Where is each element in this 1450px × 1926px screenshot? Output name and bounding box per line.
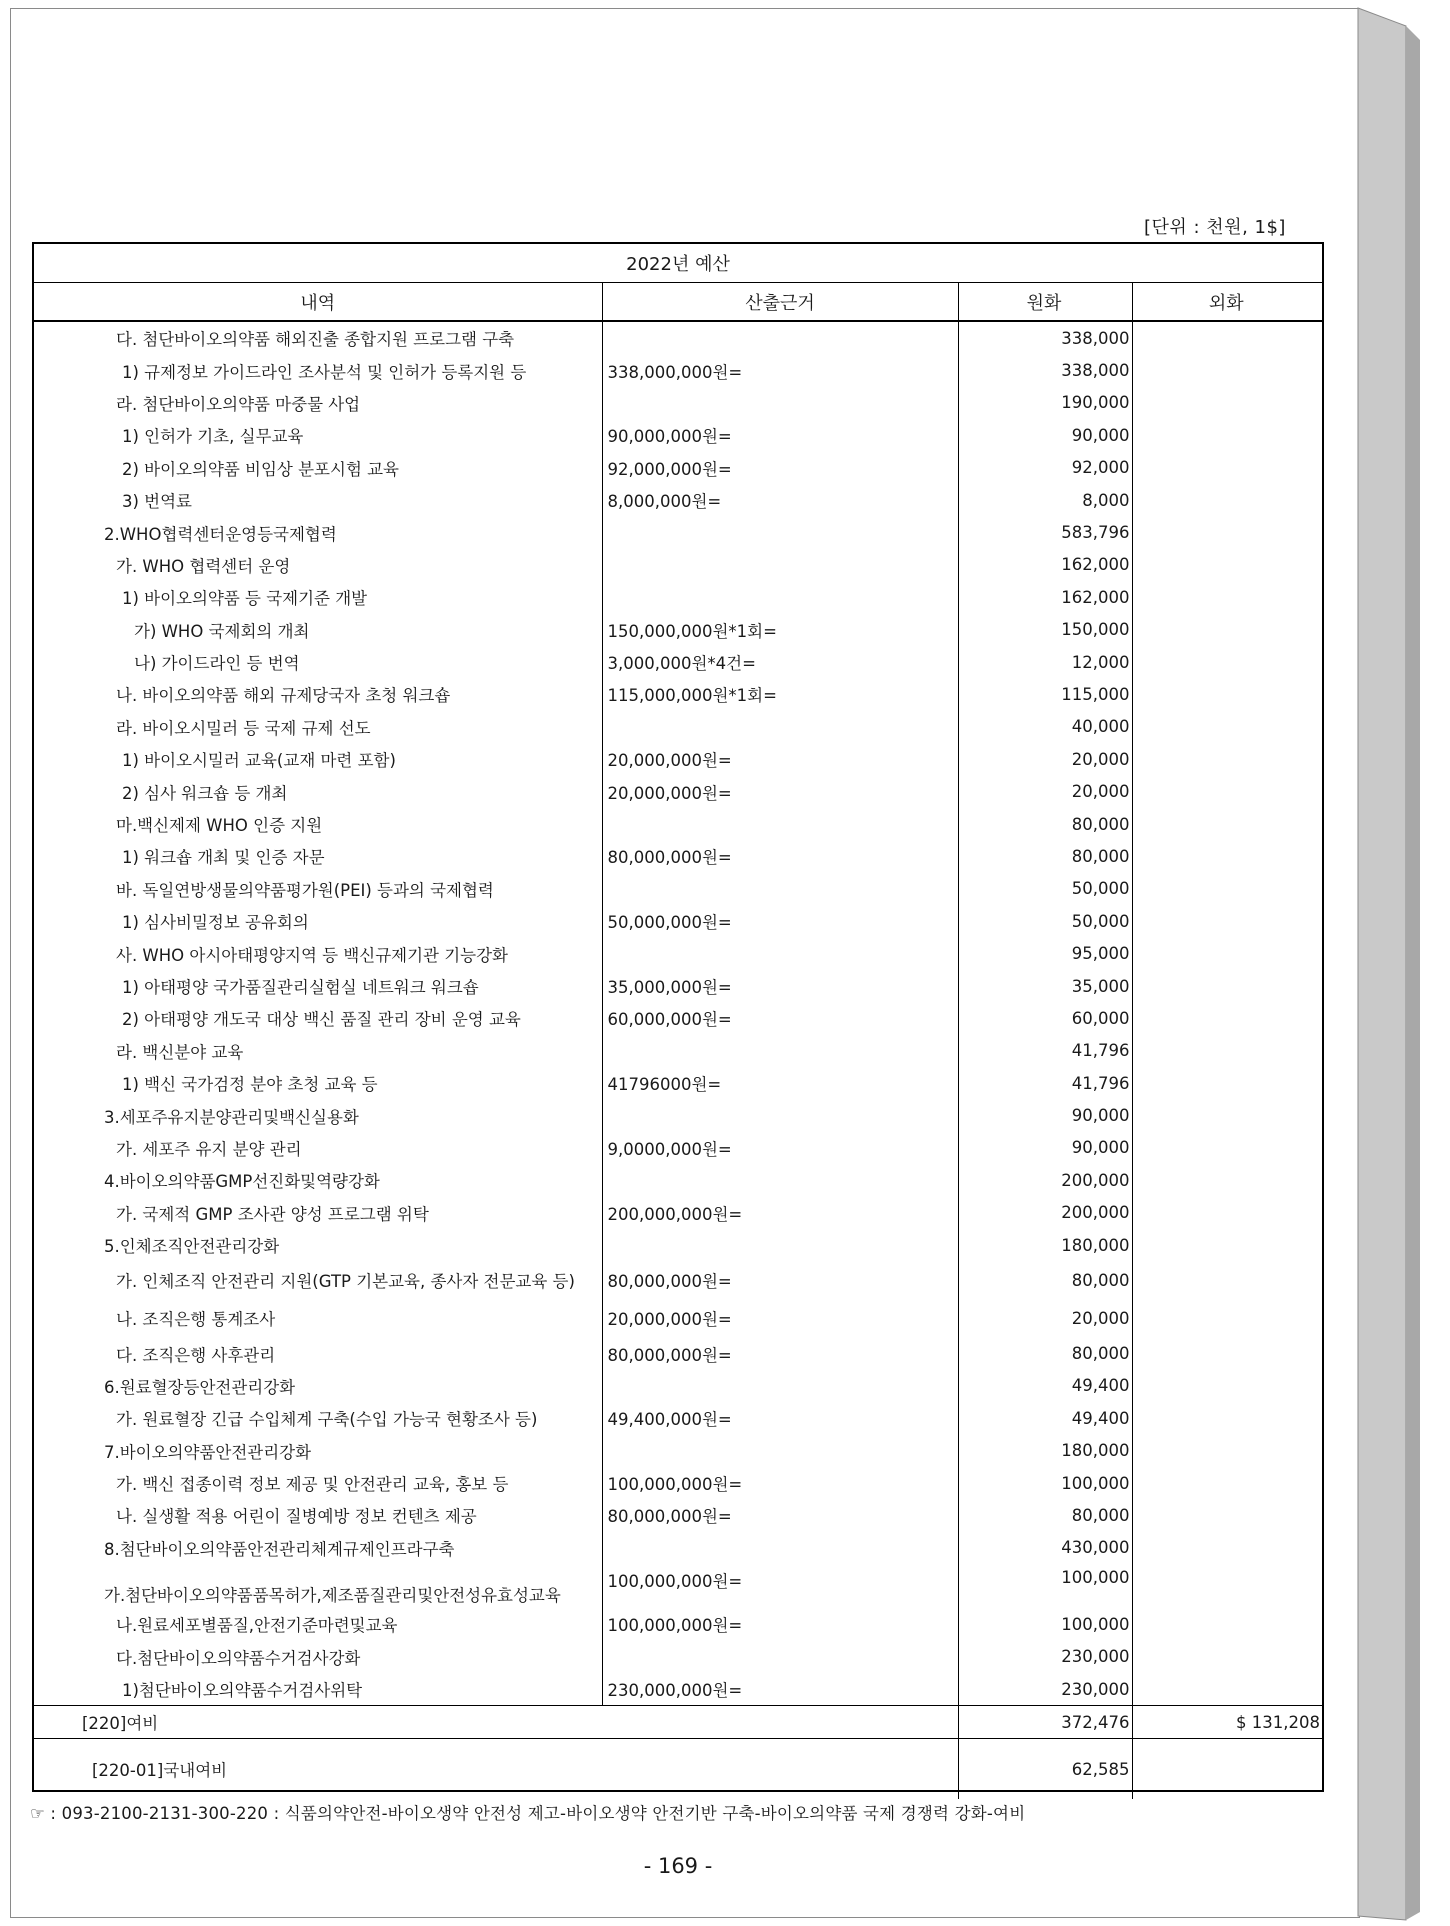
row-item: 4.바이오의약품GMP선진화및역량강화 bbox=[34, 1164, 602, 1196]
row-krw: 190,000 bbox=[958, 387, 1132, 419]
row-item: 1) 아태평양 국가품질관리실험실 네트워크 워크숍 bbox=[34, 970, 602, 1002]
table-row bbox=[34, 387, 1322, 419]
row-krw: 150,000 bbox=[958, 614, 1132, 646]
row-krw: 49,400 bbox=[958, 1370, 1132, 1402]
table-row bbox=[34, 1673, 1322, 1706]
table-row bbox=[34, 1197, 1322, 1229]
table-row bbox=[34, 1402, 1322, 1434]
row-item: 다. 조직은행 사후관리 bbox=[34, 1337, 602, 1369]
row-item: 나. 조직은행 통계조사 bbox=[34, 1299, 602, 1337]
row-item: 7.바이오의약품안전관리강화 bbox=[34, 1435, 602, 1467]
summary-foreign bbox=[1132, 1739, 1322, 1800]
row-basis bbox=[602, 581, 958, 613]
table-row bbox=[34, 840, 1322, 872]
row-foreign bbox=[1132, 711, 1322, 743]
row-krw: 49,400 bbox=[958, 1402, 1132, 1434]
row-krw: 80,000 bbox=[958, 840, 1132, 872]
row-foreign bbox=[1132, 484, 1322, 516]
row-item: 가) WHO 국제회의 개최 bbox=[34, 614, 602, 646]
summary-row bbox=[34, 1739, 1322, 1800]
row-basis: 9,0000,000원= bbox=[602, 1132, 958, 1164]
table-row bbox=[34, 1370, 1322, 1402]
col-header-krw: 원화 bbox=[958, 283, 1132, 322]
row-item: 가. 원료혈장 긴급 수입체계 구축(수입 가능국 현황조사 등) bbox=[34, 1402, 602, 1434]
table-row bbox=[34, 1299, 1322, 1337]
row-basis bbox=[602, 549, 958, 581]
unit-label: [단위 : 천원, 1$] bbox=[1144, 217, 1286, 238]
row-basis: 80,000,000원= bbox=[602, 1261, 958, 1299]
row-basis bbox=[602, 1099, 958, 1131]
row-basis: 8,000,000원= bbox=[602, 484, 958, 516]
table-row bbox=[34, 873, 1322, 905]
row-item: 1)첨단바이오의약품수거검사위탁 bbox=[34, 1673, 602, 1706]
table-row bbox=[34, 1608, 1322, 1640]
col-header-item: 내역 bbox=[34, 283, 602, 322]
table-row bbox=[34, 678, 1322, 710]
row-foreign bbox=[1132, 1370, 1322, 1402]
row-krw: 80,000 bbox=[958, 1337, 1132, 1369]
table-row bbox=[34, 1261, 1322, 1299]
row-item: 1) 워크숍 개최 및 인증 자문 bbox=[34, 840, 602, 872]
row-basis: 49,400,000원= bbox=[602, 1402, 958, 1434]
row-item: 6.원료혈장등안전관리강화 bbox=[34, 1370, 602, 1402]
table-row bbox=[34, 1132, 1322, 1164]
row-basis: 80,000,000원= bbox=[602, 840, 958, 872]
row-item: 다. 첨단바이오의약품 해외진출 종합지원 프로그램 구축 bbox=[34, 321, 602, 354]
row-item: 나. 바이오의약품 해외 규제당국자 초청 워크숍 bbox=[34, 678, 602, 710]
table-row bbox=[34, 1532, 1322, 1564]
row-basis bbox=[602, 873, 958, 905]
row-item: 가. 백신 접종이력 정보 제공 및 안전관리 교육, 홍보 등 bbox=[34, 1467, 602, 1499]
table-row bbox=[34, 1564, 1322, 1608]
row-krw: 90,000 bbox=[958, 1132, 1132, 1164]
row-krw: 12,000 bbox=[958, 646, 1132, 678]
col-header-foreign: 외화 bbox=[1132, 283, 1322, 322]
row-basis: 92,000,000원= bbox=[602, 452, 958, 484]
row-item: 3) 번역료 bbox=[34, 484, 602, 516]
row-foreign bbox=[1132, 419, 1322, 451]
row-item: 라. 백신분야 교육 bbox=[34, 1035, 602, 1067]
row-basis bbox=[602, 1435, 958, 1467]
row-foreign bbox=[1132, 1467, 1322, 1499]
row-basis: 100,000,000원= bbox=[602, 1608, 958, 1640]
row-krw: 90,000 bbox=[958, 1099, 1132, 1131]
row-foreign bbox=[1132, 1197, 1322, 1229]
row-item: 5.인체조직안전관리강화 bbox=[34, 1229, 602, 1261]
row-foreign bbox=[1132, 1435, 1322, 1467]
summary-krw: 372,476 bbox=[958, 1706, 1132, 1739]
row-foreign bbox=[1132, 775, 1322, 807]
row-krw: 230,000 bbox=[958, 1673, 1132, 1706]
row-krw: 230,000 bbox=[958, 1640, 1132, 1672]
row-foreign bbox=[1132, 678, 1322, 710]
row-item: 2) 바이오의약품 비임상 분포시험 교육 bbox=[34, 452, 602, 484]
row-basis bbox=[602, 1532, 958, 1564]
row-krw: 115,000 bbox=[958, 678, 1132, 710]
row-krw: 20,000 bbox=[958, 1299, 1132, 1337]
row-item: 가. 인체조직 안전관리 지원(GTP 기본교육, 종사자 전문교육 등) bbox=[34, 1261, 602, 1299]
summary-item: [220-01]국내여비 bbox=[34, 1739, 958, 1800]
row-foreign bbox=[1132, 354, 1322, 386]
row-foreign bbox=[1132, 1261, 1322, 1299]
row-foreign bbox=[1132, 743, 1322, 775]
row-foreign bbox=[1132, 1532, 1322, 1564]
table-row bbox=[34, 1229, 1322, 1261]
table-row bbox=[34, 743, 1322, 775]
row-item: 라. 바이오시밀러 등 국제 규제 선도 bbox=[34, 711, 602, 743]
row-foreign bbox=[1132, 581, 1322, 613]
row-krw: 80,000 bbox=[958, 808, 1132, 840]
row-basis bbox=[602, 1640, 958, 1672]
table-row bbox=[34, 1002, 1322, 1034]
row-item: 1) 바이오의약품 등 국제기준 개발 bbox=[34, 581, 602, 613]
row-item: 2) 심사 워크숍 등 개최 bbox=[34, 775, 602, 807]
row-foreign bbox=[1132, 646, 1322, 678]
footnote: ☞ : 093-2100-2131-300-220 : 식품의약안전-바이오생약 안전성 제고-바이오생약 안전기반 구축-바이오의약품 국제 경쟁력 강화-여비 bbox=[30, 1804, 1026, 1823]
table-row bbox=[34, 1640, 1322, 1672]
row-item: 가. 국제적 GMP 조사관 양성 프로그램 위탁 bbox=[34, 1197, 602, 1229]
row-foreign bbox=[1132, 452, 1322, 484]
row-krw: 80,000 bbox=[958, 1499, 1132, 1531]
row-krw: 338,000 bbox=[958, 354, 1132, 386]
row-krw: 90,000 bbox=[958, 419, 1132, 451]
row-krw: 162,000 bbox=[958, 581, 1132, 613]
row-foreign bbox=[1132, 1035, 1322, 1067]
row-krw: 100,000 bbox=[958, 1564, 1132, 1608]
summary-krw: 62,585 bbox=[958, 1739, 1132, 1800]
row-foreign bbox=[1132, 1299, 1322, 1337]
table-row bbox=[34, 354, 1322, 386]
row-krw: 180,000 bbox=[958, 1229, 1132, 1261]
table-row bbox=[34, 646, 1322, 678]
row-krw: 60,000 bbox=[958, 1002, 1132, 1034]
row-item: 3.세포주유지분양관리및백신실용화 bbox=[34, 1099, 602, 1131]
row-foreign bbox=[1132, 1640, 1322, 1672]
row-item: 8.첨단바이오의약품안전관리체계규제인프라구축 bbox=[34, 1532, 602, 1564]
row-item: 라. 첨단바이오의약품 마중물 사업 bbox=[34, 387, 602, 419]
budget-table-frame bbox=[32, 242, 1324, 1792]
table-row bbox=[34, 808, 1322, 840]
row-basis: 3,000,000원*4건= bbox=[602, 646, 958, 678]
row-krw: 8,000 bbox=[958, 484, 1132, 516]
budget-table bbox=[34, 244, 1322, 1799]
row-item: 1) 규제정보 가이드라인 조사분석 및 인허가 등록지원 등 bbox=[34, 354, 602, 386]
row-foreign bbox=[1132, 1402, 1322, 1434]
row-krw: 162,000 bbox=[958, 549, 1132, 581]
row-krw: 100,000 bbox=[958, 1608, 1132, 1640]
row-basis bbox=[602, 387, 958, 419]
row-foreign bbox=[1132, 1132, 1322, 1164]
table-row bbox=[34, 549, 1322, 581]
row-basis: 150,000,000원*1회= bbox=[602, 614, 958, 646]
row-foreign bbox=[1132, 1067, 1322, 1099]
row-basis bbox=[602, 808, 958, 840]
col-header-basis: 산출근거 bbox=[602, 283, 958, 322]
row-foreign bbox=[1132, 1099, 1322, 1131]
row-item: 가. 세포주 유지 분양 관리 bbox=[34, 1132, 602, 1164]
row-basis: 50,000,000원= bbox=[602, 905, 958, 937]
budget-year-header: 2022년 예산 bbox=[34, 244, 1322, 283]
row-foreign bbox=[1132, 970, 1322, 1002]
summary-row bbox=[34, 1706, 1322, 1739]
row-basis bbox=[602, 1164, 958, 1196]
row-krw: 40,000 bbox=[958, 711, 1132, 743]
row-krw: 20,000 bbox=[958, 775, 1132, 807]
summary-item: [220]여비 bbox=[34, 1706, 958, 1739]
row-basis: 90,000,000원= bbox=[602, 419, 958, 451]
row-krw: 92,000 bbox=[958, 452, 1132, 484]
row-krw: 50,000 bbox=[958, 905, 1132, 937]
row-foreign bbox=[1132, 1002, 1322, 1034]
row-krw: 80,000 bbox=[958, 1261, 1132, 1299]
row-item: 1) 심사비밀정보 공유회의 bbox=[34, 905, 602, 937]
row-item: 마.백신제제 WHO 인증 지원 bbox=[34, 808, 602, 840]
row-basis bbox=[602, 937, 958, 969]
row-foreign bbox=[1132, 905, 1322, 937]
table-row bbox=[34, 1499, 1322, 1531]
row-foreign bbox=[1132, 1337, 1322, 1369]
table-row bbox=[34, 1337, 1322, 1369]
row-basis: 200,000,000원= bbox=[602, 1197, 958, 1229]
row-basis bbox=[602, 1229, 958, 1261]
row-basis bbox=[602, 1035, 958, 1067]
row-basis bbox=[602, 1370, 958, 1402]
table-row bbox=[34, 484, 1322, 516]
table-row bbox=[34, 516, 1322, 548]
table-row bbox=[34, 614, 1322, 646]
row-basis: 41796000원= bbox=[602, 1067, 958, 1099]
row-basis: 230,000,000원= bbox=[602, 1673, 958, 1706]
row-item: 2.WHO협력센터운영등국제협력 bbox=[34, 516, 602, 548]
table-row bbox=[34, 905, 1322, 937]
row-item: 나.원료세포별품질,안전기준마련및교육 bbox=[34, 1608, 602, 1640]
row-basis: 115,000,000원*1회= bbox=[602, 678, 958, 710]
row-item: 가.첨단바이오의약품품목허가,제조품질관리및안전성유효성교육 bbox=[34, 1564, 602, 1608]
row-foreign bbox=[1132, 516, 1322, 548]
row-krw: 20,000 bbox=[958, 743, 1132, 775]
table-row bbox=[34, 1467, 1322, 1499]
row-krw: 200,000 bbox=[958, 1197, 1132, 1229]
row-basis: 60,000,000원= bbox=[602, 1002, 958, 1034]
table-row bbox=[34, 970, 1322, 1002]
table-row bbox=[34, 581, 1322, 613]
row-foreign bbox=[1132, 1608, 1322, 1640]
table-row bbox=[34, 1035, 1322, 1067]
row-basis: 100,000,000원= bbox=[602, 1467, 958, 1499]
row-foreign bbox=[1132, 614, 1322, 646]
row-foreign bbox=[1132, 321, 1322, 354]
row-item: 가. WHO 협력센터 운영 bbox=[34, 549, 602, 581]
row-krw: 180,000 bbox=[958, 1435, 1132, 1467]
row-krw: 41,796 bbox=[958, 1067, 1132, 1099]
row-item: 1) 바이오시밀러 교육(교재 마련 포함) bbox=[34, 743, 602, 775]
table-row bbox=[34, 1067, 1322, 1099]
row-foreign bbox=[1132, 873, 1322, 905]
row-krw: 583,796 bbox=[958, 516, 1132, 548]
row-krw: 41,796 bbox=[958, 1035, 1132, 1067]
table-row bbox=[34, 1164, 1322, 1196]
table-row bbox=[34, 419, 1322, 451]
row-krw: 338,000 bbox=[958, 321, 1132, 354]
row-basis: 20,000,000원= bbox=[602, 743, 958, 775]
row-krw: 35,000 bbox=[958, 970, 1132, 1002]
row-foreign bbox=[1132, 1499, 1322, 1531]
table-row bbox=[34, 1099, 1322, 1131]
row-item: 1) 인허가 기초, 실무교육 bbox=[34, 419, 602, 451]
row-item: 나) 가이드라인 등 번역 bbox=[34, 646, 602, 678]
row-foreign bbox=[1132, 937, 1322, 969]
row-item: 바. 독일연방생물의약품평가원(PEI) 등과의 국제협력 bbox=[34, 873, 602, 905]
row-item: 나. 실생활 적용 어린이 질병예방 정보 컨텐츠 제공 bbox=[34, 1499, 602, 1531]
row-item: 1) 백신 국가검정 분야 초청 교육 등 bbox=[34, 1067, 602, 1099]
row-basis bbox=[602, 516, 958, 548]
table-row bbox=[34, 937, 1322, 969]
summary-foreign: $ 131,208 bbox=[1132, 1706, 1322, 1739]
row-foreign bbox=[1132, 808, 1322, 840]
row-foreign bbox=[1132, 387, 1322, 419]
row-foreign bbox=[1132, 840, 1322, 872]
row-basis: 20,000,000원= bbox=[602, 775, 958, 807]
row-foreign bbox=[1132, 1229, 1322, 1261]
row-item: 다.첨단바이오의약품수거검사강화 bbox=[34, 1640, 602, 1672]
row-krw: 95,000 bbox=[958, 937, 1132, 969]
row-krw: 430,000 bbox=[958, 1532, 1132, 1564]
row-basis: 338,000,000원= bbox=[602, 354, 958, 386]
row-krw: 50,000 bbox=[958, 873, 1132, 905]
table-row bbox=[34, 321, 1322, 354]
row-basis: 20,000,000원= bbox=[602, 1299, 958, 1337]
row-krw: 100,000 bbox=[958, 1467, 1132, 1499]
row-basis: 35,000,000원= bbox=[602, 970, 958, 1002]
row-basis: 80,000,000원= bbox=[602, 1337, 958, 1369]
row-basis bbox=[602, 711, 958, 743]
row-foreign bbox=[1132, 1564, 1322, 1608]
row-foreign bbox=[1132, 549, 1322, 581]
row-foreign bbox=[1132, 1673, 1322, 1706]
table-row bbox=[34, 775, 1322, 807]
row-foreign bbox=[1132, 1164, 1322, 1196]
table-row bbox=[34, 1435, 1322, 1467]
table-row bbox=[34, 711, 1322, 743]
row-krw: 200,000 bbox=[958, 1164, 1132, 1196]
table-row bbox=[34, 452, 1322, 484]
row-item: 사. WHO 아시아태평양지역 등 백신규제기관 기능강화 bbox=[34, 937, 602, 969]
page-number: - 169 - bbox=[643, 1854, 713, 1878]
row-basis: 80,000,000원= bbox=[602, 1499, 958, 1531]
row-basis: 100,000,000원= bbox=[602, 1564, 958, 1608]
row-basis bbox=[602, 321, 958, 354]
row-item: 2) 아태평양 개도국 대상 백신 품질 관리 장비 운영 교육 bbox=[34, 1002, 602, 1034]
